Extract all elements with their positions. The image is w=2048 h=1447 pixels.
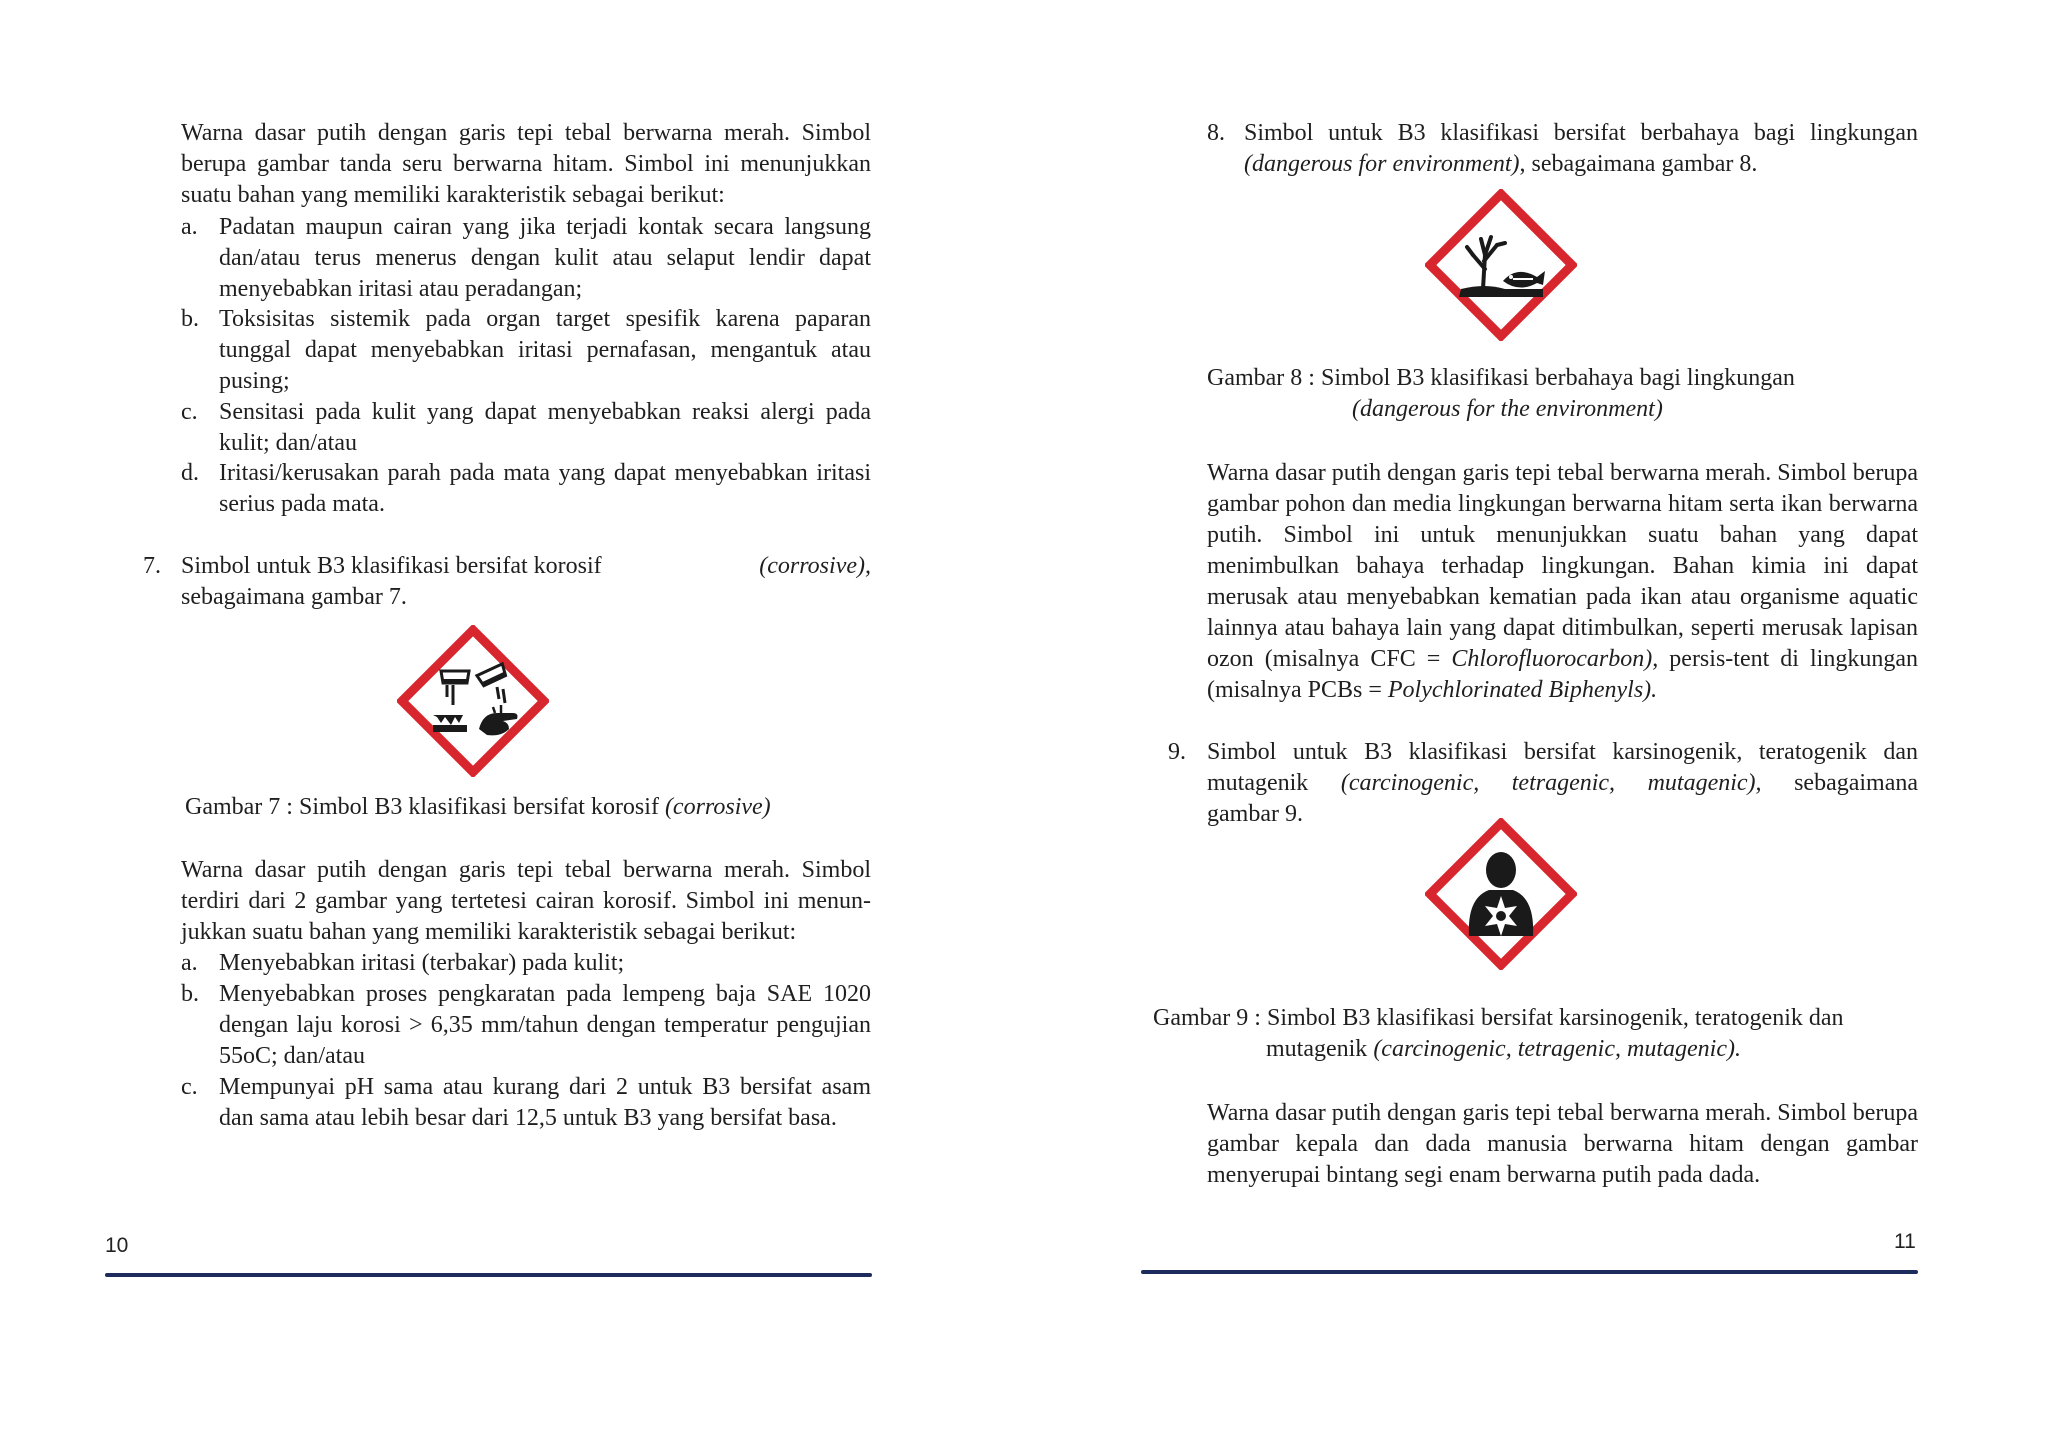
item-8-line2-rest: , sebagaimana gambar 8.	[1519, 151, 1758, 177]
list-text: Toksisitas sistemik pada organ target spesifik karena paparan tunggal dapat menyebabkan iritasi pernafasan, mengantuk atau pusing;	[219, 306, 871, 394]
list-text: Menyebabkan iritasi (terbakar) pada kulit;	[219, 950, 625, 976]
figure-8-caption: Gambar 8 : Simbol B3 klasifikasi berbahaya bagi lingkungan	[1207, 365, 1795, 391]
figure-7-caption	[185, 792, 771, 823]
cfc-term: Chlorofluorocarbon),	[1451, 646, 1659, 672]
page-number: 11	[1894, 1230, 1916, 1253]
ghs-environment-icon	[1425, 189, 1577, 341]
pcb-term: Polychlorinated Biphenyls).	[1387, 677, 1658, 703]
item-7-line1: Simbol untuk B3 klasifikasi bersifat korosif	[181, 553, 602, 579]
list-marker: d.	[181, 460, 199, 486]
intro-paragraph: Warna dasar putih dengan garis tepi tebal berwarna merah. Simbol berupa gambar tanda seru berwarna hitam. Simbol ini menunjukkan suatu bahan yang memiliki karakteristik sebagai berikut:	[181, 120, 871, 208]
item-number: 9.	[1168, 739, 1186, 765]
item-7-heading	[181, 551, 871, 582]
list-marker: c.	[181, 1074, 198, 1100]
item-8-line2	[1244, 149, 1757, 180]
page-right	[1024, 0, 2048, 1447]
environment-paragraph-mid: persis-tent di lingkungan (misalnya PCBs =	[1207, 646, 1918, 703]
item-9-line2-italic: (carcinogenic, tetragenic, mutagenic),	[1340, 770, 1762, 796]
item-number: 7.	[143, 553, 161, 579]
item-8-line2-italic: (dangerous for environment)	[1244, 151, 1520, 177]
figure-9-caption: Gambar 9 : Simbol B3 klasifikasi bersifat karsinogenik, teratogenik dan	[1153, 1005, 1844, 1031]
figure-9-caption-line2	[1266, 1034, 1741, 1065]
item-9-line1: Simbol untuk B3 klasifikasi bersifat karsinogenik, teratogenik dan	[1207, 739, 1918, 765]
list-marker: b.	[181, 306, 199, 332]
environment-paragraph-text: Warna dasar putih dengan garis tepi tebal berwarna merah. Simbol berupa gambar pohon dan media lingkungan berwarna hitam serta ikan berwarna putih. Simbol ini untuk menunjukkan suatu bahan yang dapat menimbulkan bahaya terhadap lingkungan. Bahan kimia ini dapat merusak atau menyebabkan kematian pada ikan atau organisme aquatic lainnya atau bahaya lain yang dapat ditimbulkan, seperti merusak lapisan ozon (misalnya CFC =	[1207, 460, 1918, 672]
list-text: Padatan maupun cairan yang jika terjadi kontak secara langsung dan/atau terus menerus dengan kulit atau selaput lendir dapat menyebabkan iritasi atau peradangan;	[219, 214, 871, 302]
figure-9-caption-line2-start: mutagenik	[1266, 1036, 1374, 1062]
corrosive-paragraph: Warna dasar putih dengan garis tepi tebal berwarna merah. Simbol terdiri dari 2 gambar yang tertetesi cairan korosif. Simbol ini menun-jukkan suatu bahan yang memiliki karakteristik sebagai berikut:	[181, 857, 871, 945]
ghs-health-hazard-icon	[1425, 818, 1577, 970]
list-text: Menyebabkan proses pengkaratan pada lempeng baja SAE 1020 dengan laju korosi > 6,35 mm/tahun dengan temperatur pengujian 55oC; dan/atau	[219, 981, 871, 1069]
item-9-line2-end: sebagaimana	[1761, 770, 1919, 796]
page-footer-rule	[105, 1273, 872, 1277]
figure-9-caption-italic: (carcinogenic, tetragenic, mutagenic).	[1373, 1036, 1741, 1062]
figure-7-caption-italic: (corrosive)	[664, 794, 771, 820]
ghs-corrosive-icon	[397, 625, 549, 777]
list-text: Sensitasi pada kulit yang dapat menyebabkan reaksi alergi pada kulit; dan/atau	[219, 399, 871, 456]
item-9-line2	[1207, 768, 1918, 799]
figure-7-caption-text: Gambar 7 : Simbol B3 klasifikasi bersifat korosif	[185, 794, 665, 820]
environment-paragraph	[1207, 458, 1918, 706]
item-7-line1-italic: (corrosive),	[759, 553, 871, 579]
figure-8-caption-italic: (dangerous for the environment)	[1352, 396, 1663, 422]
page-number: 10	[105, 1234, 129, 1257]
item-number: 8.	[1207, 120, 1225, 146]
list-marker: c.	[181, 399, 198, 425]
list-marker: b.	[181, 981, 199, 1007]
list-marker: a.	[181, 950, 198, 976]
item-7-line2: sebagaimana gambar 7.	[181, 584, 407, 610]
list-marker: a.	[181, 214, 198, 240]
list-text: Mempunyai pH sama atau kurang dari 2 untuk B3 bersifat asam dan sama atau lebih besar dari 12,5 untuk B3 yang bersifat basa.	[219, 1074, 871, 1131]
health-hazard-paragraph: Warna dasar putih dengan garis tepi tebal berwarna merah. Simbol berupa gambar kepala dan dada manusia berwarna hitam dengan gambar menyerupai bintang segi enam berwarna putih pada dada.	[1207, 1100, 1918, 1188]
item-9-line2-start: mutagenik	[1207, 770, 1341, 796]
item-8-line1: Simbol untuk B3 klasifikasi bersifat berbahaya bagi lingkungan	[1244, 120, 1918, 146]
list-text: Iritasi/kerusakan parah pada mata yang dapat menyebabkan iritasi serius pada mata.	[219, 460, 871, 517]
item-9-line3: gambar 9.	[1207, 801, 1303, 827]
page-footer-rule	[1141, 1270, 1918, 1274]
